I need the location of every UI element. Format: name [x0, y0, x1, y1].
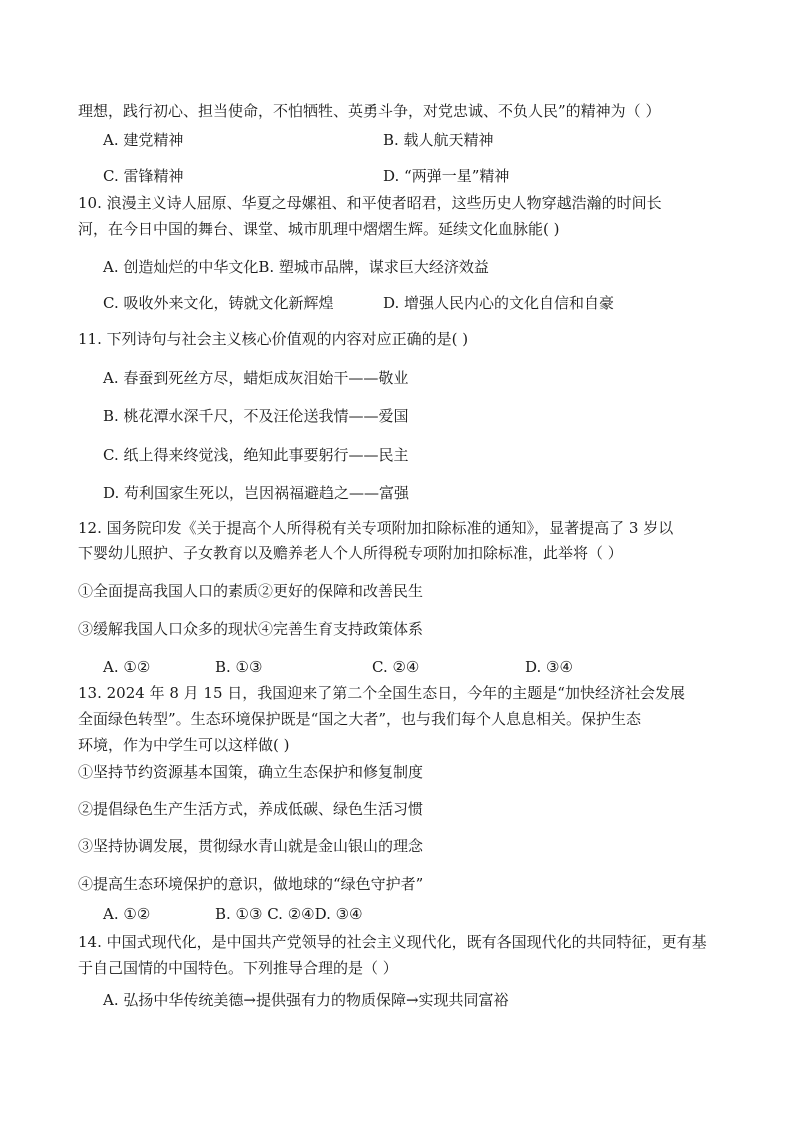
q11-option-d: D. 苟利国家生死以，岂因祸福避趋之——富强: [103, 484, 410, 502]
q13-option-bcd: B. ①③ C. ②④D. ③④: [215, 905, 363, 923]
q12-option-d: D. ③④: [525, 658, 573, 676]
q14-stem-line-2: 于自己国情的中国特色。下列推导合理的是（ ）: [78, 959, 398, 977]
q10-stem-line-2: 河，在今日中国的舞台、课堂、城市肌理中熠熠生辉。延续文化血脉能( ): [78, 220, 560, 238]
q12-option-a: A. ①②: [103, 658, 151, 676]
q13-item-1: ①坚持节约资源基本国策，确立生态保护和修复制度: [78, 763, 424, 781]
q12-option-b: B. ①③: [215, 658, 263, 676]
q12-stem-line-2: 下婴幼儿照护、子女教育以及赡养老人个人所得税专项附加扣除标准，此举将（ ）: [78, 544, 623, 562]
q11-option-a: A. 春蚕到死丝方尽，蜡炬成灰泪始干——敬业: [103, 369, 409, 387]
q13-item-2: ②提倡绿色生产生活方式，养成低碳、绿色生活习惯: [78, 800, 424, 818]
q9-option-a: A. 建党精神: [103, 131, 184, 149]
q9-option-c: C. 雷锋精神: [103, 167, 184, 185]
q12-stem-line-1: 12. 国务院印发《关于提高个人所得税有关专项附加扣除标准的通知》，显著提高了 3 岁以: [78, 519, 674, 537]
q13-item-3: ③坚持协调发展，贯彻绿水青山就是金山银山的理念: [78, 837, 424, 855]
q13-stem-line-3: 环境，作为中学生可以这样做( ): [78, 736, 290, 754]
q11-stem: 11. 下列诗句与社会主义核心价值观的内容对应正确的是( ): [78, 330, 469, 348]
q10-option-c: C. 吸收外来文化，铸就文化新辉煌: [103, 294, 334, 312]
q14-stem-line-1: 14. 中国式现代化，是中国共产党领导的社会主义现代化，既有各国现代化的共同特征，更有基: [78, 933, 707, 951]
q13-stem-line-1: 13. 2024 年 8 月 15 日，我国迎来了第二个全国生态日，今年的主题是“加快经济社会发展: [78, 684, 685, 702]
q13-option-a: A. ①②: [103, 905, 151, 923]
q11-option-c: C. 纸上得来终觉浅，绝知此事要躬行——民主: [103, 446, 409, 464]
q13-item-4: ④提高生态环境保护的意识，做地球的“绿色守护者”: [78, 875, 424, 893]
q10-stem-line-1: 10. 浪漫主义诗人屈原、华夏之母嫘祖、和平使者昭君，这些历史人物穿越浩瀚的时间长: [78, 194, 662, 212]
q10-option-ab: A. 创造灿烂的中华文化B. 塑城市品牌，谋求巨大经济效益: [103, 258, 489, 276]
q11-option-b: B. 桃花潭水深千尺，不及汪伦送我情——爱国: [103, 407, 409, 425]
q9-option-b: B. 载人航天精神: [383, 131, 494, 149]
q12-items-line-2: ③缓解我国人口众多的现状④完善生育支持政策体系: [78, 620, 424, 638]
q9-stem: 理想，践行初心、担当使命，不怕牺牲、英勇斗争，对党忠诚、不负人民”的精神为（ ）: [78, 102, 661, 120]
q14-option-a: A. 弘扬中华传统美德→提供强有力的物质保障→实现共同富裕: [103, 991, 509, 1009]
q10-option-d: D. 增强人民内心的文化自信和自豪: [383, 294, 615, 312]
q12-items-line-1: ①全面提高我国人口的素质②更好的保障和改善民生: [78, 582, 424, 600]
q12-option-c: C. ②④: [372, 658, 420, 676]
q13-stem-line-2: 全面绿色转型”。生态环境保护既是“国之大者”，也与我们每个人息息相关。保护生态: [78, 710, 642, 728]
q9-option-d: D. “两弹一星”精神: [383, 167, 510, 185]
